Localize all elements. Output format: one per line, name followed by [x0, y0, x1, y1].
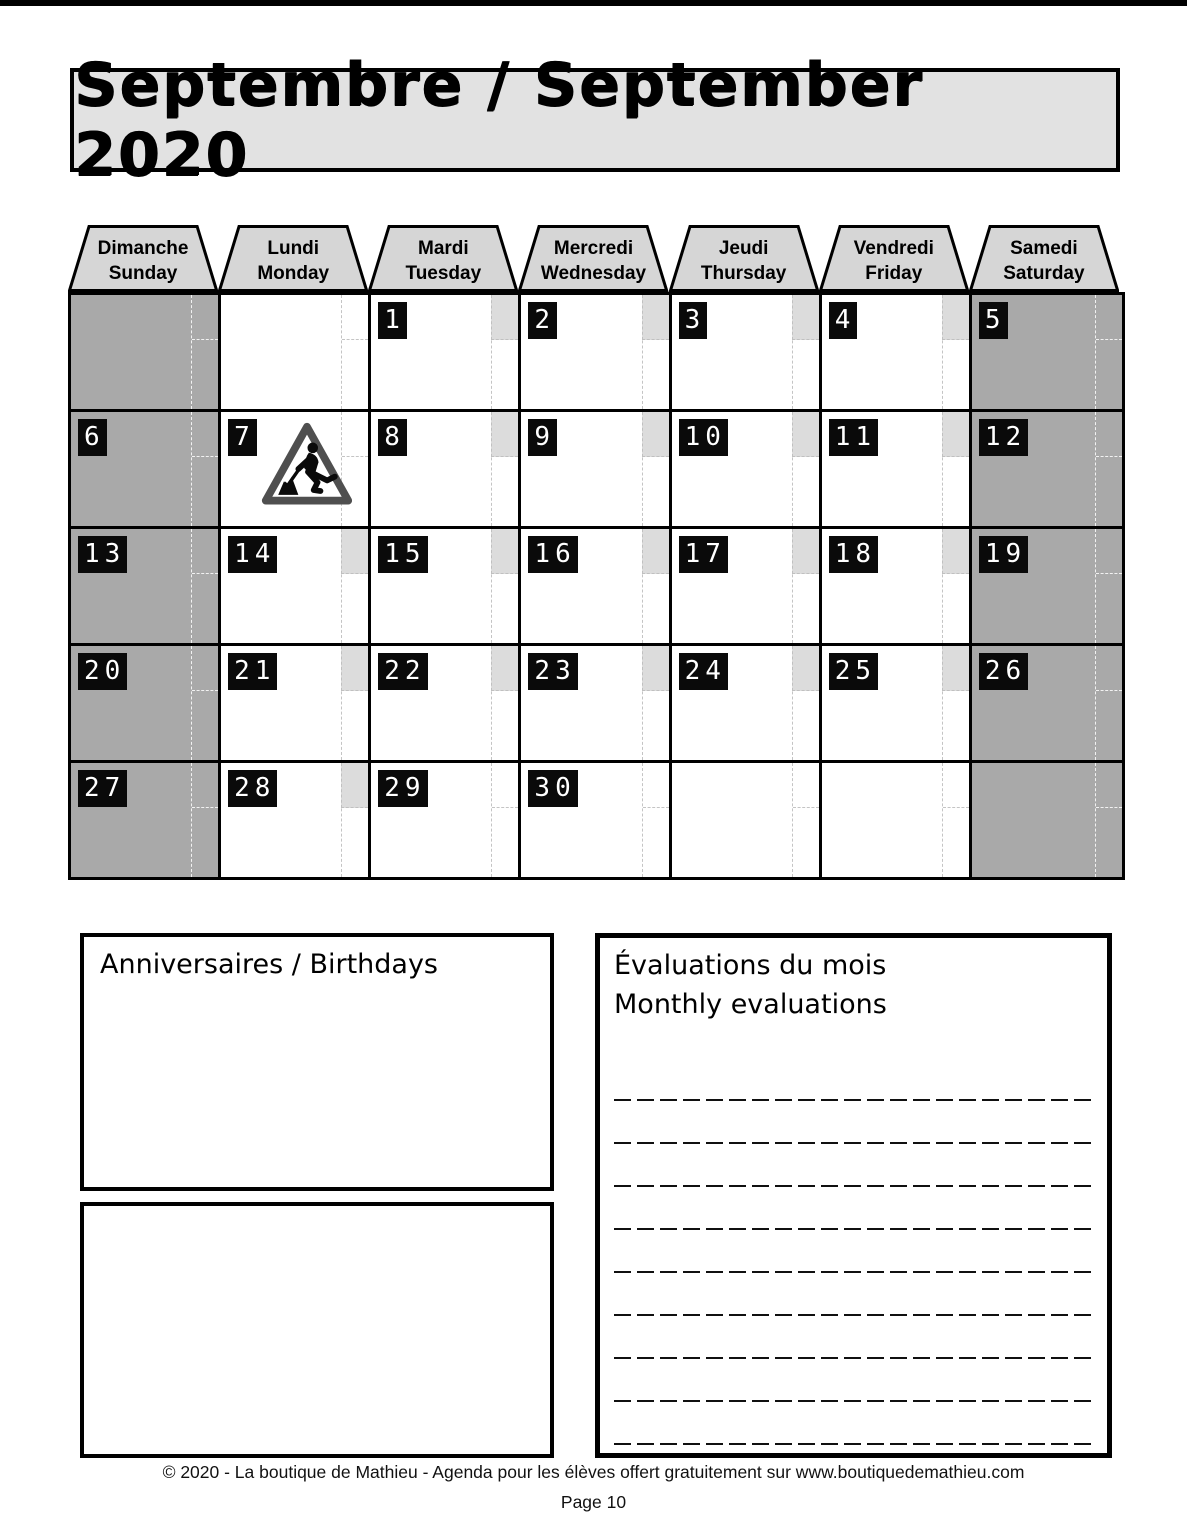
calendar-cell-27 — [71, 763, 221, 877]
calendar-cell-19 — [972, 529, 1122, 646]
date-badge: 20 — [78, 653, 127, 690]
day-tab-tuesday — [368, 225, 518, 292]
day-name-en: Saturday — [1003, 263, 1085, 284]
calendar-cell-7 — [221, 412, 371, 529]
calendar-cell-16 — [521, 529, 671, 646]
calendar-cell-4 — [822, 295, 972, 412]
date-badge: 24 — [679, 653, 728, 690]
day-tab-thursday — [669, 225, 819, 292]
calendar-cell-21 — [221, 646, 371, 763]
birthdays-title: Anniversaires / Birthdays — [100, 949, 439, 980]
homework-marker-square — [942, 529, 969, 574]
calendar-cell-9 — [521, 412, 671, 529]
calendar-cell-18 — [822, 529, 972, 646]
cell-dashed-divider — [1095, 646, 1096, 760]
writing-line — [614, 1187, 1093, 1230]
cell-dashed-divider — [1095, 295, 1096, 409]
calendar-cell-22 — [371, 646, 521, 763]
cell-dashed-divider — [793, 807, 819, 808]
cell-dashed-divider — [792, 763, 793, 877]
calendar-cell-13 — [71, 529, 221, 646]
cell-dashed-divider — [192, 690, 218, 691]
cell-dashed-divider — [1096, 339, 1122, 340]
writing-lines — [614, 1058, 1093, 1445]
homework-marker-square — [491, 412, 518, 457]
date-badge: 10 — [679, 419, 728, 456]
day-name-en: Sunday — [108, 263, 178, 284]
calendar-cell-23 — [521, 646, 671, 763]
calendar-cell-25 — [822, 646, 972, 763]
construction-sign-icon — [259, 420, 355, 516]
day-name-en: Monday — [257, 263, 330, 284]
evaluations-title-en: Monthly evaluations — [614, 989, 887, 1021]
day-tab-saturday — [969, 225, 1119, 292]
homework-marker-square — [642, 646, 669, 691]
date-badge: 25 — [829, 653, 878, 690]
homework-marker-square — [341, 529, 368, 574]
date-badge: 30 — [528, 770, 577, 807]
cell-dashed-divider — [192, 456, 218, 457]
cell-dashed-divider — [192, 339, 218, 340]
evaluations-box — [595, 933, 1112, 1458]
day-name-fr: Dimanche — [97, 238, 189, 260]
date-badge: 4 — [829, 302, 858, 339]
date-badge: 8 — [378, 419, 407, 456]
day-name-en: Thursday — [700, 263, 787, 284]
cell-dashed-divider — [1096, 690, 1122, 691]
evaluations-title-fr: Évaluations du mois — [614, 950, 887, 981]
date-badge: 26 — [979, 653, 1028, 690]
day-name-fr: Mercredi — [553, 238, 634, 260]
date-badge: 11 — [829, 419, 878, 456]
day-header-row — [68, 225, 1119, 292]
writing-line — [614, 1058, 1093, 1101]
cell-dashed-divider — [191, 412, 192, 526]
day-name-en: Wednesday — [540, 263, 647, 284]
date-badge: 14 — [228, 536, 277, 573]
date-badge: 2 — [528, 302, 557, 339]
homework-marker-square — [642, 412, 669, 457]
writing-line — [614, 1316, 1093, 1359]
date-badge: 29 — [378, 770, 427, 807]
writing-line — [614, 1101, 1093, 1144]
date-badge: 12 — [979, 419, 1028, 456]
date-badge: 9 — [528, 419, 557, 456]
cell-dashed-divider — [192, 807, 218, 808]
date-badge: 3 — [679, 302, 708, 339]
cell-dashed-divider — [1096, 807, 1122, 808]
date-badge: 7 — [228, 419, 257, 456]
homework-marker-square — [792, 646, 819, 691]
writing-line — [614, 1402, 1093, 1445]
date-badge: 1 — [378, 302, 407, 339]
calendar-cell-empty — [972, 763, 1122, 877]
calendar-cell-17 — [672, 529, 822, 646]
page-top-border — [0, 0, 1187, 6]
day-name-fr: Mardi — [418, 238, 469, 260]
homework-marker-square — [792, 529, 819, 574]
calendar-cell-12 — [972, 412, 1122, 529]
footer-credit: © 2020 - La boutique de Mathieu - Agenda pour les élèves offert gratuitement sur www.boutiquedemathieu.com — [162, 1462, 1025, 1482]
date-badge: 21 — [228, 653, 277, 690]
day-tab-friday — [819, 225, 969, 292]
cell-dashed-divider — [942, 763, 943, 877]
date-badge: 19 — [979, 536, 1028, 573]
homework-marker-square — [792, 295, 819, 340]
calendar-cell-30 — [521, 763, 671, 877]
cell-dashed-divider — [191, 646, 192, 760]
cell-dashed-divider — [191, 295, 192, 409]
cell-dashed-divider — [1095, 529, 1096, 643]
cell-dashed-divider — [342, 339, 368, 340]
cell-dashed-divider — [1096, 456, 1122, 457]
cell-dashed-divider — [642, 763, 643, 877]
date-badge: 6 — [78, 419, 107, 456]
calendar-cell-empty — [822, 763, 972, 877]
homework-marker-square — [491, 646, 518, 691]
calendar-cell-1 — [371, 295, 521, 412]
writing-line — [614, 1144, 1093, 1187]
calendar-cell-empty — [221, 295, 371, 412]
calendar-cell-15 — [371, 529, 521, 646]
cell-dashed-divider — [943, 807, 969, 808]
day-tab-monday — [218, 225, 368, 292]
day-name-fr: Lundi — [267, 238, 320, 260]
homework-marker-square — [942, 295, 969, 340]
homework-marker-square — [491, 529, 518, 574]
writing-line — [614, 1230, 1093, 1273]
calendar-cell-2 — [521, 295, 671, 412]
day-name-fr: Vendredi — [853, 238, 934, 260]
calendar-cell-5 — [972, 295, 1122, 412]
homework-marker-square — [792, 412, 819, 457]
date-badge: 28 — [228, 770, 277, 807]
calendar-cell-empty — [71, 295, 221, 412]
cell-dashed-divider — [1095, 412, 1096, 526]
cell-dashed-divider — [191, 763, 192, 877]
writing-line — [614, 1273, 1093, 1316]
cell-dashed-divider — [1096, 573, 1122, 574]
month-title-banner — [70, 50, 1120, 190]
calendar-cell-28 — [221, 763, 371, 877]
day-tab-sunday — [68, 225, 218, 292]
cell-dashed-divider — [1095, 763, 1096, 877]
writing-line — [614, 1359, 1093, 1402]
date-badge: 18 — [829, 536, 878, 573]
cell-dashed-divider — [491, 763, 492, 877]
birthdays-box — [80, 933, 554, 1191]
homework-marker-square — [642, 295, 669, 340]
date-badge: 17 — [679, 536, 728, 573]
calendar-cell-20 — [71, 646, 221, 763]
day-name-en: Friday — [865, 263, 923, 284]
calendar-cell-3 — [672, 295, 822, 412]
day-name-fr: Jeudi — [718, 238, 769, 260]
cell-dashed-divider — [341, 295, 342, 409]
day-tab-wednesday — [518, 225, 668, 292]
calendar-cell-14 — [221, 529, 371, 646]
date-badge: 15 — [378, 536, 427, 573]
homework-marker-square — [642, 529, 669, 574]
homework-marker-square — [942, 412, 969, 457]
homework-marker-square — [942, 646, 969, 691]
cell-dashed-divider — [192, 573, 218, 574]
notes-box — [80, 1202, 554, 1458]
calendar-cell-empty — [672, 763, 822, 877]
calendar-cell-10 — [672, 412, 822, 529]
date-badge: 22 — [378, 653, 427, 690]
calendar-cell-29 — [371, 763, 521, 877]
calendar-grid — [68, 292, 1125, 880]
calendar-cell-6 — [71, 412, 221, 529]
homework-marker-square — [491, 295, 518, 340]
page-title: Septembre / September 2020 — [74, 50, 924, 190]
date-badge: 13 — [78, 536, 127, 573]
day-name-fr: Samedi — [1010, 238, 1078, 260]
homework-marker-square — [341, 763, 368, 808]
date-badge: 5 — [979, 302, 1008, 339]
date-badge: 16 — [528, 536, 577, 573]
cell-dashed-divider — [492, 807, 518, 808]
homework-marker-square — [341, 646, 368, 691]
calendar-cell-24 — [672, 646, 822, 763]
calendar-cell-11 — [822, 412, 972, 529]
cell-dashed-divider — [191, 529, 192, 643]
cell-dashed-divider — [643, 807, 669, 808]
day-name-en: Tuesday — [405, 263, 482, 284]
date-badge: 27 — [78, 770, 127, 807]
page-number: Page 10 — [560, 1492, 627, 1512]
calendar-cell-8 — [371, 412, 521, 529]
calendar-cell-26 — [972, 646, 1122, 763]
date-badge: 23 — [528, 653, 577, 690]
